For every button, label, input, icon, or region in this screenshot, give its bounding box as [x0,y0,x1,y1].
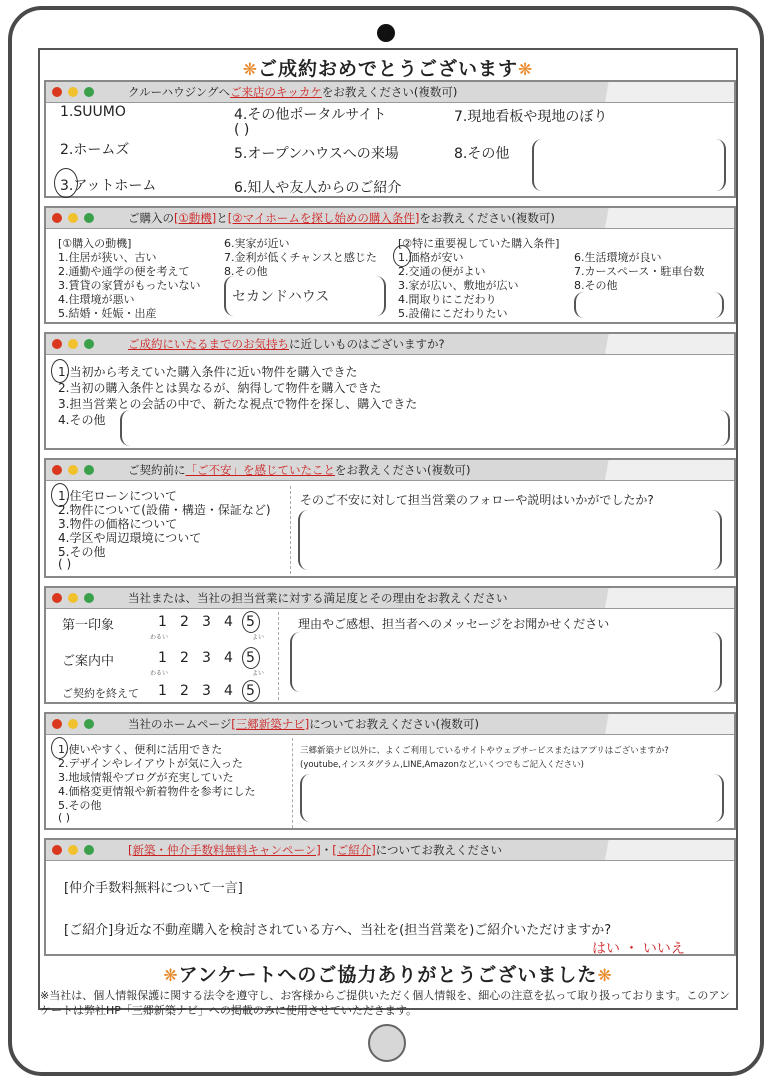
motive-option[interactable]: 4.住環境が悪い [58,293,135,306]
message-box[interactable] [290,632,722,692]
concern-other-paren: ( ) [58,557,72,571]
section-question: クルーハウジングへご来店のキッカケをお教えください(複数可) [128,85,458,99]
concern-option[interactable]: 3.物件の価格について [58,517,178,531]
option-signboard[interactable]: 7.現地看板や現地のぼり [454,109,608,125]
feeling-option[interactable]: 2.当初の購入条件とは異なるが、納得して物件を購入できた [58,381,382,395]
rating-2[interactable]: 2 [180,650,189,666]
rating-1[interactable]: 1 [158,650,167,666]
concern-option[interactable]: 4.学区や周辺環境について [58,531,202,545]
green-dot-icon [84,465,94,475]
rating-label-first-impression: 第一印象 [62,618,115,633]
condition-option[interactable]: 4.間取りにこだわり [398,293,497,306]
message-question: 理由やご感想、担当者へのメッセージをお聞かせください [298,617,610,631]
page-title: ❋ご成約おめでとうございます❋ [242,58,534,80]
motive-option[interactable]: 6.実家が近い [224,237,290,250]
flower-icon: ❋ [597,966,613,986]
green-dot-icon [84,593,94,603]
rating-3[interactable]: 3 [202,650,211,666]
motive-option[interactable]: 8.その他 [224,265,268,278]
selection-circle [242,680,260,702]
green-dot-icon [84,87,94,97]
homepage-option[interactable]: 3.地域情報やブログが充実していた [58,771,234,784]
motive-other-answer: セカンドハウス [232,289,330,305]
homepage-other-paren: ( ) [58,811,71,824]
option-open-house[interactable]: 5.オープンハウスへの来場 [234,146,399,162]
flower-icon: ❋ [242,60,258,80]
rating-5[interactable]: 5 [246,614,255,630]
yellow-dot-icon [68,593,78,603]
other-sites-question: 三郷新築ナビ以外に、よくご利用しているサイトやウェブサービスまたはアプリはございますか? [300,746,669,756]
section-question: [新築・仲介手数料無料キャンペーン]・[ご紹介]についてお教えください [128,843,503,857]
yellow-dot-icon [68,87,78,97]
other-input-box[interactable] [532,139,726,191]
scale-bad-label: わるい [150,670,169,677]
selection-circle [242,611,260,633]
rating-5[interactable]: 5 [246,683,255,699]
condition-option[interactable]: 5.設備にこだわりたい [398,307,508,320]
section-header [46,714,734,735]
red-dot-icon [52,339,62,349]
flower-icon: ❋ [518,60,534,80]
option-other[interactable]: 8.その他 [454,146,510,162]
yes-no-choice[interactable]: はい ・ いいえ [592,941,685,957]
condition-other-box[interactable] [574,292,724,318]
selection-circle [242,647,260,669]
section-purchase-motive [44,206,736,324]
option-other-portal-paren: ( ) [234,122,250,138]
motive-option[interactable]: 2.通勤や通学の便を考えて [58,265,190,278]
red-dot-icon [52,593,62,603]
divider [278,612,279,700]
concern-option[interactable]: 1.住宅ローンについて [58,489,177,503]
other-sites-box[interactable] [300,774,724,822]
feeling-option[interactable]: 3.担当営業との会話の中で、新たな視点で物件を探し、購入できた [58,397,418,411]
section-header [46,334,734,355]
homepage-option[interactable]: 4.価格変更情報や新着物件を参考にした [58,785,256,798]
green-dot-icon [84,213,94,223]
yellow-dot-icon [68,845,78,855]
rating-3[interactable]: 3 [202,614,211,630]
scale-good-label: よい [252,670,265,677]
feeling-option[interactable]: 4.その他 [58,413,106,427]
homepage-option[interactable]: 2.デザインやレイアウトが気に入った [58,757,243,770]
section-header [46,208,734,229]
section-header [46,840,734,861]
red-dot-icon [52,465,62,475]
motive-option[interactable]: 5.結婚・妊娠・出産 [58,307,157,320]
section-header [46,460,734,481]
section-question: ご契約前に「ご不安」を感じていたことをお教えください(複数可) [128,463,471,477]
rating-1[interactable]: 1 [158,683,167,699]
option-referral[interactable]: 6.知人や友人からのご紹介 [234,180,402,196]
option-suumo[interactable]: 1.SUUMO [60,104,126,120]
homepage-option[interactable]: 5.その他 [58,799,102,812]
divider [292,738,293,828]
rating-3[interactable]: 3 [202,683,211,699]
motive-option[interactable]: 3.賃貸の家賃がもったいない [58,279,201,292]
section-question: ご購入の[①動機]と[②マイホームを探し始めの購入条件]をお教えください(複数可) [128,211,555,225]
other-sites-hint: (youtube,インスタグラム,LINE,Amazonなど,いくつでもご記入ください) [300,760,584,770]
option-other-portal[interactable]: 4.その他ポータルサイト [234,107,387,123]
section-header [46,588,734,609]
red-dot-icon [52,213,62,223]
motive-heading: [①購入の動機] [58,237,132,250]
rating-2[interactable]: 2 [180,614,189,630]
yellow-dot-icon [68,213,78,223]
condition-option[interactable]: 6.生活環境が良い [574,251,662,264]
red-dot-icon [52,845,62,855]
rating-4[interactable]: 4 [224,650,233,666]
rating-2[interactable]: 2 [180,683,189,699]
referral-question: [ご紹介]身近な不動産購入を検討されている方へ、当社を(担当営業を)ご紹介いただけますか? [64,923,612,938]
option-homes[interactable]: 2.ホームズ [60,142,130,158]
selection-circle [54,168,78,198]
scale-good-label: よい [252,634,265,641]
rating-1[interactable]: 1 [158,614,167,630]
option-athome[interactable]: 3.アットホーム [60,178,157,194]
condition-option[interactable]: 7.カースペース・駐車台数 [574,265,705,278]
motive-option[interactable]: 1.住居が狭い、古い [58,251,157,264]
section-question: ご成約にいたるまでのお気持ちに近しいものはございますか? [128,337,445,351]
camera-icon [377,24,395,42]
yellow-dot-icon [68,465,78,475]
feeling-other-box[interactable] [120,410,730,446]
section-question: 当社または、当社の担当営業に対する満足度とその理由をお教えください [128,591,508,605]
scale-bad-label: わるい [150,634,169,641]
concern-followup-box[interactable] [298,510,722,570]
home-button [368,1024,406,1062]
red-dot-icon [52,87,62,97]
section-feelings [44,332,736,450]
condition-option[interactable]: 1.価格が安い [398,251,464,264]
section-campaign-referral [44,838,736,956]
section-question: 当社のホームページ[三郷新築ナビ]についてお教えください(複数可) [128,717,480,731]
section-header [46,82,734,103]
section-concerns [44,458,736,578]
yellow-dot-icon [68,719,78,729]
condition-option[interactable]: 8.その他 [574,279,618,292]
green-dot-icon [84,719,94,729]
concern-option[interactable]: 2.物件について(設備・構造・保証など) [58,503,271,517]
motive-option[interactable]: 7.金利が低くチャンスと感じた [224,251,377,264]
section-satisfaction [44,586,736,704]
condition-option[interactable]: 3.家が広い、敷地が広い [398,279,519,292]
privacy-note: ※当社は、個人情報保護に関する法令を遵守し、お客様からご提供いただく個人情報を、細心の注意を払って取り扱っております。このアンケートは弊社HP「三郷新築ナビ」への掲載のみに使用させていただきます。 [40,989,730,1017]
section-homepage [44,712,736,830]
rating-4[interactable]: 4 [224,683,233,699]
homepage-option[interactable]: 1.使いやすく、便利に活用できた [58,743,223,756]
flower-icon: ❋ [163,966,179,986]
concern-option[interactable]: 5.その他 [58,545,106,559]
green-dot-icon [84,845,94,855]
feeling-option[interactable]: 1.当初から考えていた購入条件に近い物件を購入できた [58,365,358,379]
rating-label-after-contract: ご契約を終えて [62,687,139,700]
condition-option[interactable]: 2.交通の便がよい [398,265,486,278]
green-dot-icon [84,339,94,349]
divider [290,486,291,574]
rating-4[interactable]: 4 [224,614,233,630]
red-dot-icon [52,719,62,729]
rating-5[interactable]: 5 [246,650,255,666]
thank-you-title: ❋アンケートへのご協力ありがとうございました❋ [163,964,613,986]
condition-heading: [②特に重要視していた購入条件] [398,237,560,250]
rating-label-guidance: ご案内中 [62,654,115,669]
campaign-comment-label: [仲介手数料無料について一言] [64,881,243,896]
concern-followup-question: そのご不安に対して担当営業のフォローや説明はいかがでしたか? [300,493,654,507]
section-visit-trigger [44,80,736,198]
yellow-dot-icon [68,339,78,349]
